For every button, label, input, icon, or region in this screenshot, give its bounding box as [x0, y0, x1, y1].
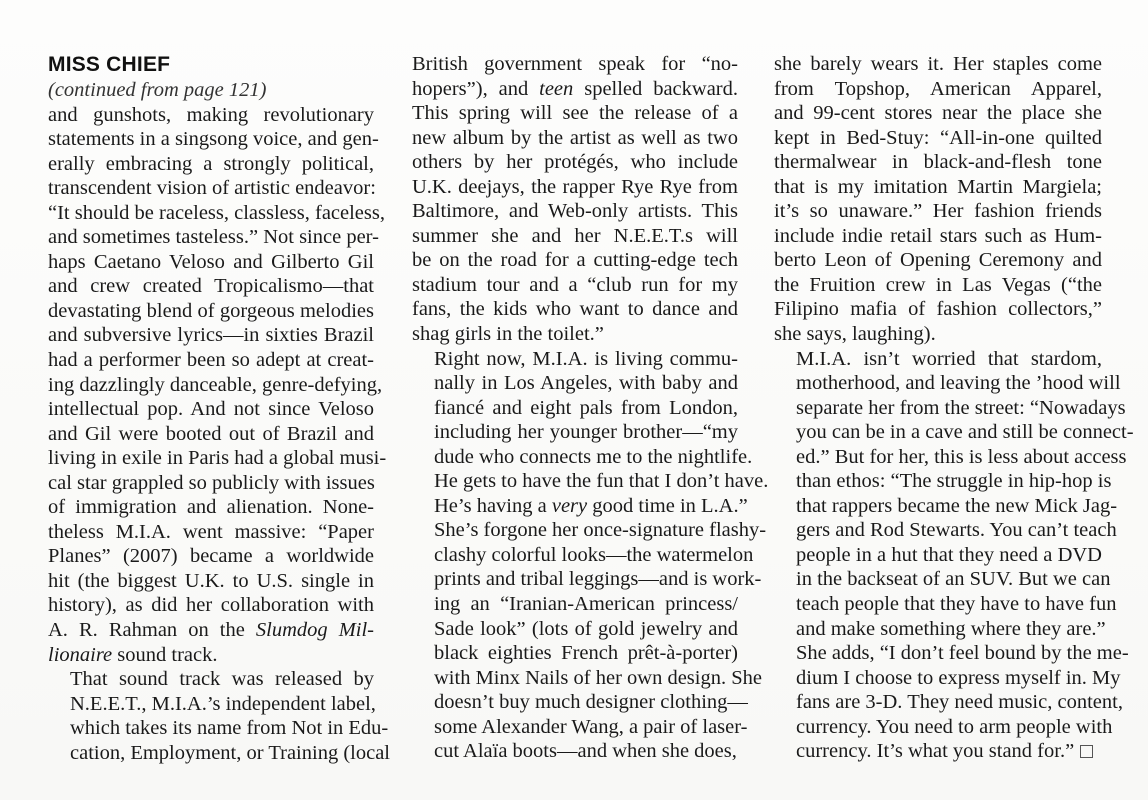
text-line: cation, Employment, or Training (local: [70, 741, 390, 764]
end-of-article-icon: [1080, 745, 1093, 758]
text-line: including her younger brother—“my: [434, 421, 738, 444]
text-line: stadium tour and a “club run for my: [412, 273, 738, 296]
text-line: thermalwear in black-and-flesh tone: [774, 151, 1102, 174]
text-line: and make something where they are.”: [796, 617, 1106, 640]
text-line: lionaire sound track.: [48, 643, 218, 666]
text-line: in the backseat of an SUV. But we can: [796, 568, 1111, 591]
text-line: hopers”), and teen spelled backward.: [412, 77, 738, 100]
text-line: nally in Los Angeles, with baby and: [434, 372, 738, 395]
text-line: transcendent vision of artistic endeavor:: [48, 177, 376, 200]
text-line: She’s forgone her once-signature flashy-: [434, 519, 767, 542]
article-paragraph: [774, 347, 1134, 764]
text-line: devastating blend of gorgeous melodies: [48, 299, 374, 322]
text-line: gers and Rod Stewarts. You can’t teach: [796, 519, 1117, 542]
text-line: of immigration and alienation. None-: [48, 496, 374, 519]
text-line: fans, the kids who want to dance and: [412, 298, 738, 321]
text-column-1: [48, 52, 390, 765]
text-line: statements in a singsong voice, and gen-: [48, 128, 379, 151]
text-line: Planes” (2007) became a worldwide: [48, 545, 374, 568]
text-line: cal star grappled so publicly with issues: [48, 471, 375, 494]
text-line: M.I.A. isn’t worried that stardom,: [796, 347, 1102, 370]
text-line: than ethos: “The struggle in hip-hop is: [796, 470, 1112, 493]
text-line: fiancé and eight pals from London,: [434, 396, 738, 419]
article-paragraph: [412, 52, 738, 347]
text-line: He’s having a very good time in L.A.”: [434, 494, 748, 517]
text-line: history), as did her collaboration with: [48, 594, 374, 617]
text-line: and subversive lyrics—in sixties Brazil: [48, 324, 374, 347]
text-line: summer she and her N.E.E.T.s will: [412, 224, 738, 247]
text-line: that is my imitation Martin Margiela;: [774, 175, 1102, 198]
article-headline: MISS CHIEF: [48, 53, 171, 76]
article-paragraph: [48, 667, 390, 765]
text-line: Filipino mafia of fashion collectors,”: [774, 298, 1102, 321]
text-line: clashy colorful looks—the watermelon: [434, 543, 754, 566]
text-line: with Minx Nails of her own design. She: [434, 666, 762, 689]
continued-from-note: (continued from page 121): [48, 79, 267, 101]
text-line: be on the road for a cutting-edge tech: [412, 249, 738, 272]
text-line: and sometimes tasteless.” Not since per-: [48, 226, 379, 249]
text-line: which takes its name from Not in Edu-: [70, 717, 389, 740]
text-line: some Alexander Wang, a pair of laser-: [434, 715, 748, 738]
text-line: hit (the biggest U.K. to U.S. single in: [48, 569, 374, 592]
text-line: That sound track was released by: [70, 668, 374, 691]
text-line: new album by the artist as well as two: [412, 126, 738, 149]
text-line: separate her from the street: “Nowadays: [796, 396, 1126, 419]
text-line: currency. It’s what you stand for.”: [774, 739, 1102, 764]
text-line: that rappers became the new Mick Jag-: [796, 494, 1118, 517]
text-line: include indie retail stars such as Hum-: [774, 224, 1102, 247]
text-line: This spring will see the release of a: [412, 102, 738, 125]
text-line: and Gil were booted out of Brazil and: [48, 422, 374, 445]
text-line: you can be in a cave and still be connect-: [796, 421, 1134, 444]
text-line: Baltimore, and Web-only artists. This: [412, 200, 738, 223]
text-line: she barely wears it. Her staples come: [774, 53, 1102, 75]
text-line: N.E.E.T., M.I.A.’s independent label,: [70, 692, 376, 715]
text-line: the Fruition crew in Las Vegas (“the: [774, 273, 1102, 296]
text-line: intellectual pop. And not since Veloso: [48, 398, 374, 421]
text-line: dude who connects me to the nightlife.: [434, 445, 753, 468]
text-column-3: [774, 52, 1134, 764]
text-line: ing an “Iranian-American princess/: [434, 593, 738, 616]
text-line: He gets to have the fun that I don’t have.: [434, 470, 769, 493]
article-paragraph: [412, 347, 769, 764]
text-line: from Topshop, American Apparel,: [774, 77, 1102, 100]
text-line: British government speak for “no-: [412, 53, 738, 75]
text-line: theless M.I.A. went massive: “Paper: [48, 520, 374, 543]
text-line: ing dazzlingly danceable, genre-defying,: [48, 373, 383, 396]
text-line: people in a hut that they need a DVD: [796, 543, 1102, 566]
text-line: living in exile in Paris had a global musi-: [48, 447, 387, 470]
text-line: fans are 3-D. They need music, content,: [796, 691, 1123, 714]
text-line: erally embracing a strongly political,: [48, 152, 374, 175]
text-line: shag girls in the toilet.”: [412, 323, 604, 346]
text-line: cut Alaïa boots—and when she does,: [434, 740, 737, 763]
text-line: doesn’t buy much designer clothing—: [434, 691, 748, 714]
text-line: motherhood, and leaving the ’hood will: [796, 372, 1121, 395]
text-line: she says, laughing).: [774, 323, 936, 346]
text-line: others by her protégés, who include: [412, 151, 738, 174]
text-line: and 99-cent stores near the place she: [774, 102, 1102, 125]
text-line: it’s so unaware.” Her fashion friends: [774, 200, 1102, 223]
text-line: She adds, “I don’t feel bound by the me-: [796, 642, 1129, 665]
text-line: kept in Bed-Stuy: “All-in-one quilted: [774, 126, 1102, 149]
text-line: Sade look” (lots of gold jewelry and: [434, 617, 738, 640]
text-line: had a performer been so adept at creat-: [48, 349, 374, 372]
text-line: black eighties French prêt-à-porter): [434, 642, 738, 665]
text-line: prints and tribal leggings—and is work-: [434, 568, 762, 591]
article-paragraph: [774, 52, 1102, 347]
text-line: ed.” But for her, this is less about access: [796, 445, 1127, 468]
text-line: A. R. Rahman on the Slumdog Mil-: [48, 619, 374, 642]
text-line: and gunshots, making revolutionary: [48, 103, 374, 126]
text-line: U.K. deejays, the rapper Rye Rye from: [412, 175, 738, 198]
text-line: and crew created Tropicalismo—that: [48, 275, 374, 298]
text-line: teach people that they have to have fun: [796, 593, 1117, 616]
text-line: currency. You need to arm people with: [796, 715, 1113, 738]
text-line: dium I choose to express myself in. My: [796, 666, 1121, 689]
article-paragraph: [48, 103, 387, 668]
text-line: “It should be raceless, classless, faceless,: [48, 201, 385, 224]
text-line: Right now, M.I.A. is living commu-: [434, 347, 738, 370]
text-column-2: [412, 52, 769, 764]
text-line: haps Caetano Veloso and Gilberto Gil: [48, 250, 374, 273]
text-line: berto Leon of Opening Ceremony and: [774, 249, 1102, 272]
